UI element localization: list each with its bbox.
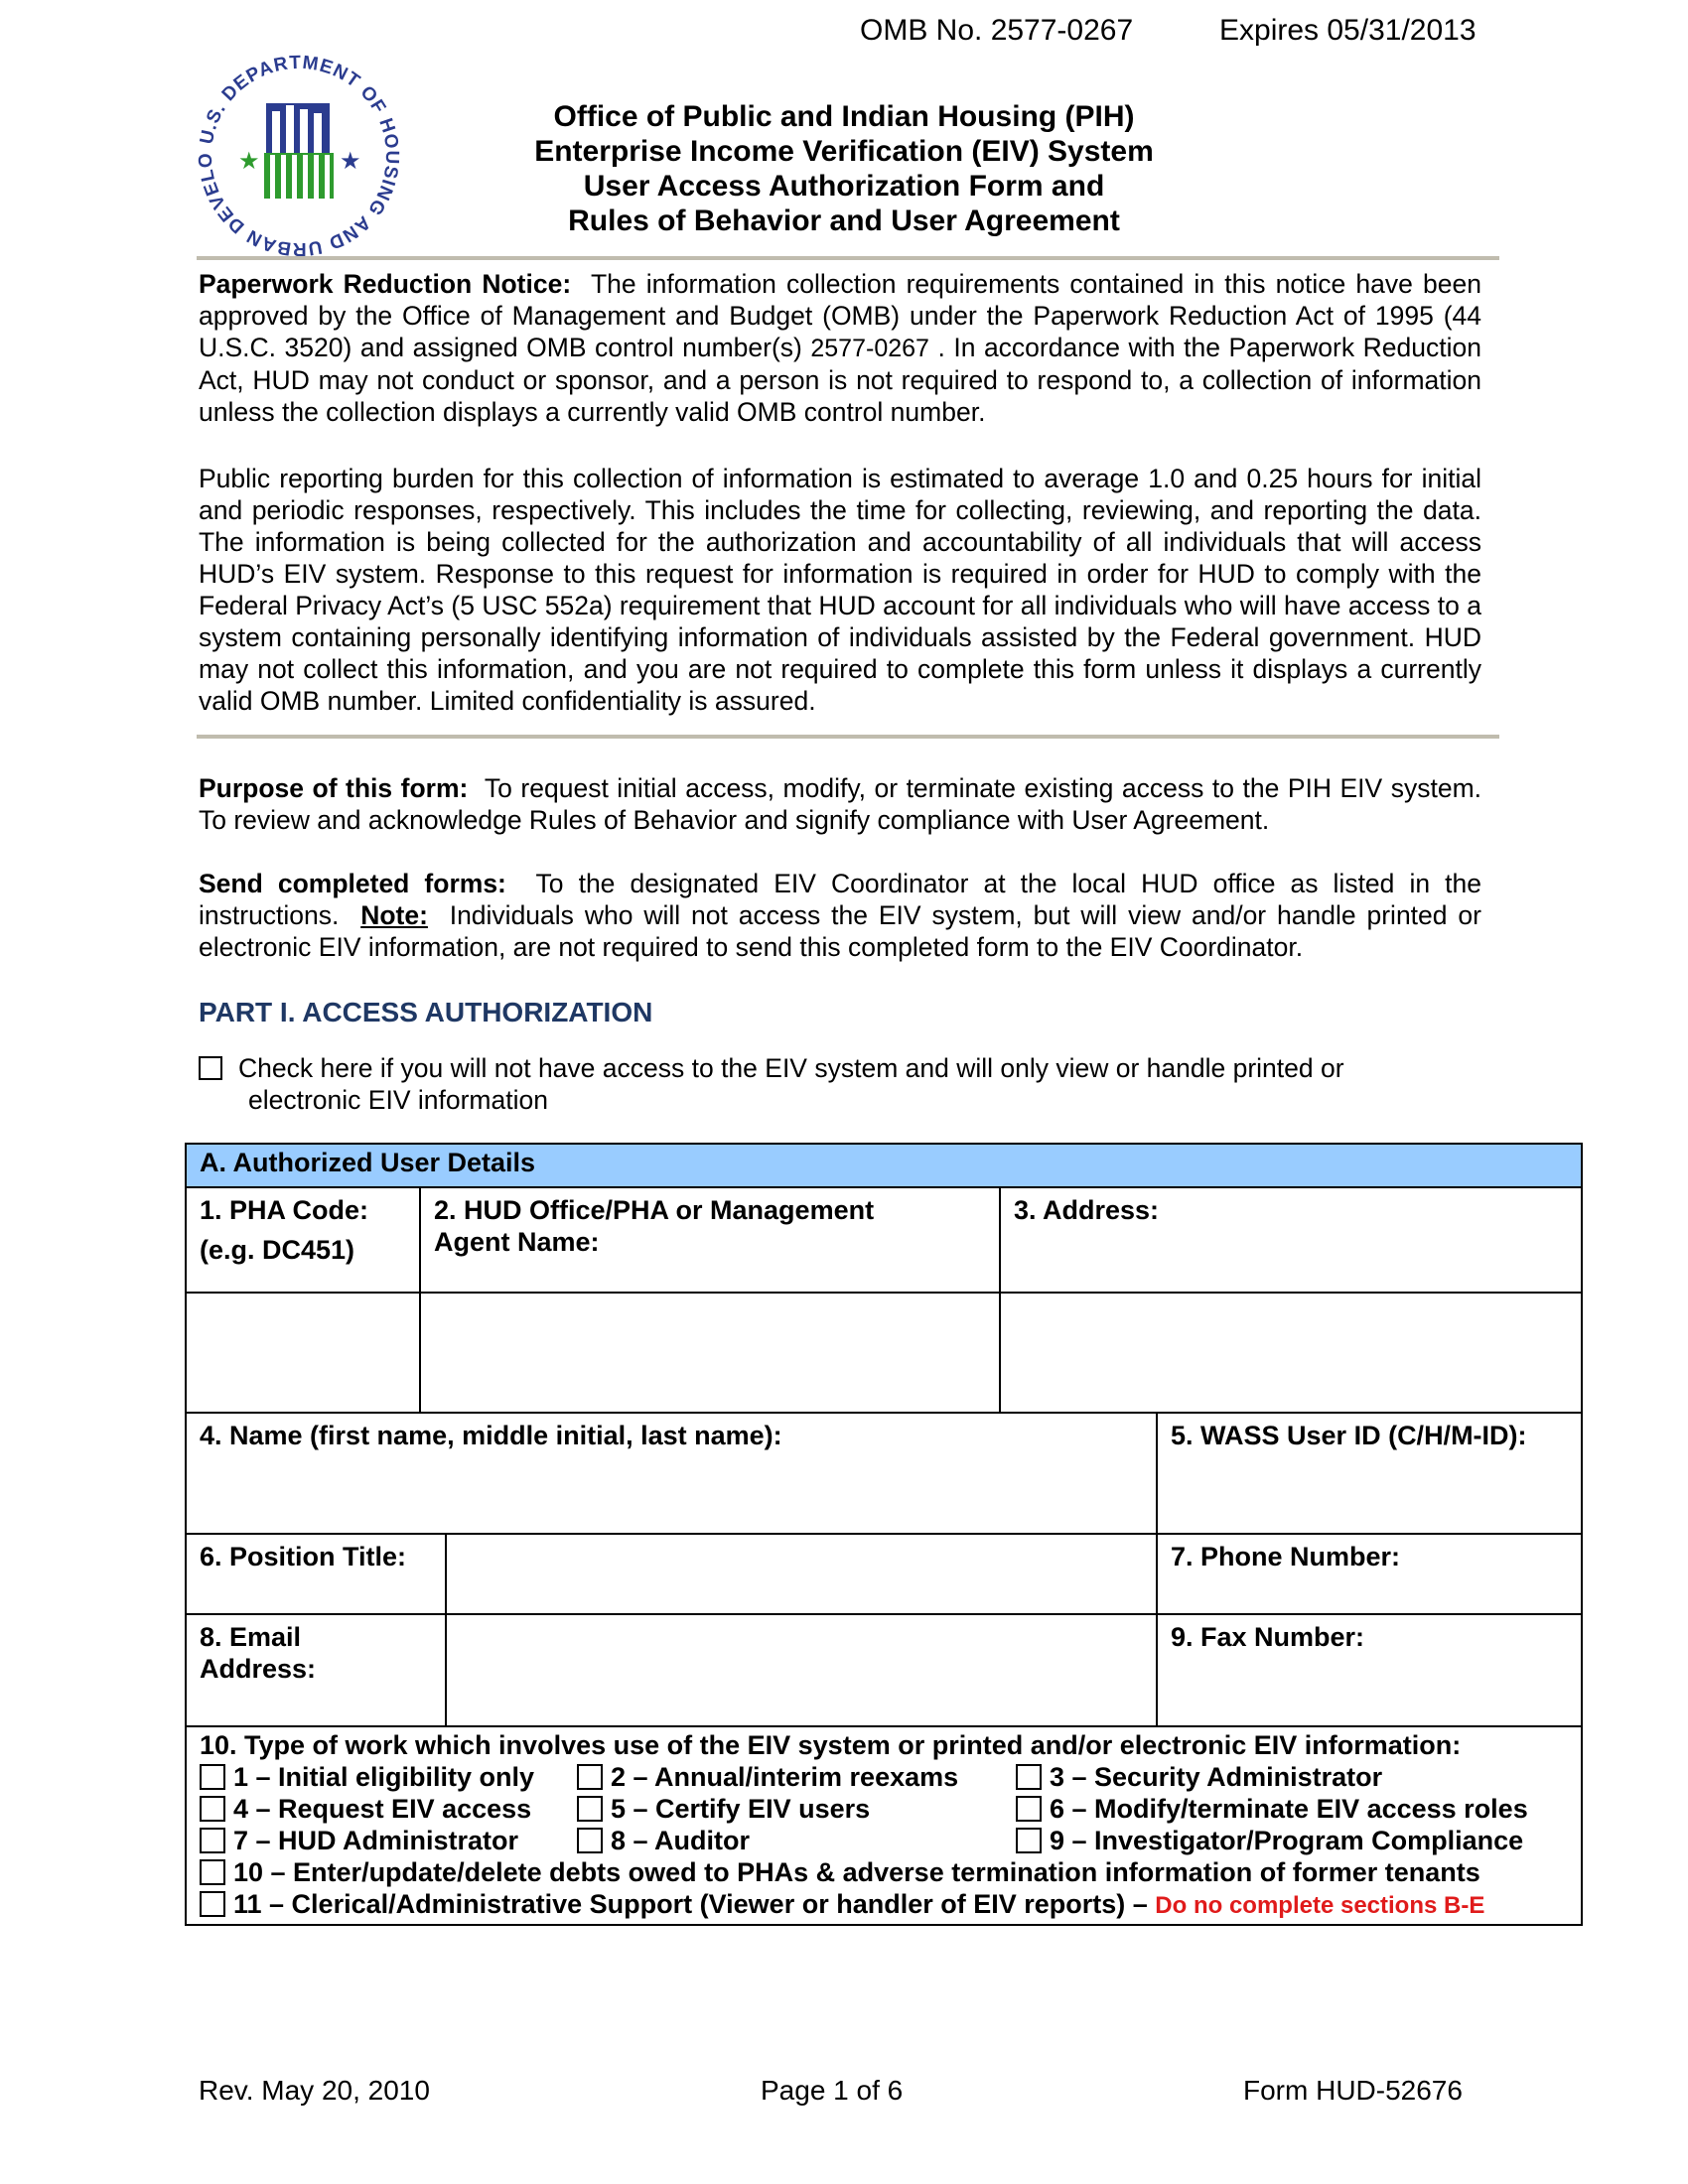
work-row	[200, 1856, 1568, 1888]
authorized-user-details-table	[185, 1143, 1583, 1926]
title-line: Enterprise Income Verification (EIV) System	[534, 135, 1154, 168]
email-label-1: 8. Email	[200, 1622, 302, 1652]
fax-field[interactable]	[1157, 1614, 1582, 1726]
hud-office-title: 2. HUD Office/PHA or Management	[434, 1195, 875, 1225]
email-field[interactable]	[446, 1614, 1157, 1726]
work-option-label: 10 – Enter/update/delete debts owed to PHAs & adverse termination information of former tenants	[233, 1857, 1480, 1887]
name-field[interactable]	[186, 1413, 1157, 1534]
email-label-2: Address:	[200, 1654, 317, 1684]
position-title-field[interactable]	[446, 1534, 1157, 1614]
work-option-5[interactable]	[577, 1793, 1016, 1825]
wass-id-field[interactable]	[1157, 1413, 1582, 1534]
pha-code-label	[186, 1187, 420, 1293]
purpose-statement	[199, 772, 1481, 836]
hud-seal-logo	[187, 44, 411, 268]
paperwork-notice	[199, 268, 1481, 428]
work-option-label: 7 – HUD Administrator	[233, 1826, 519, 1855]
work-option-3[interactable]	[1016, 1761, 1382, 1793]
paperwork-text: The information collection requirements contained in this notice have been approved by the Office of Management and Budget (OMB) under the Paperwork Reduction Act of 1995 (44 U.S.C. 3520) and assigned OMB control number(s)	[199, 269, 1481, 362]
work-checkbox-9[interactable]	[1016, 1828, 1042, 1853]
paperwork-text-b: . In accordance with the Paperwork Reduction Act, HUD may not conduct or sponsor, and a person is not required to respond to, a collection of information unless the collection displays a currently valid OMB control number.	[199, 333, 1481, 427]
work-option-label: 2 – Annual/interim reexams	[611, 1762, 959, 1792]
hud-office-label	[420, 1187, 1000, 1293]
page-number: Page 1 of 6	[761, 2075, 904, 2106]
revision-date: Rev. May 20, 2010	[199, 2075, 430, 2106]
red-warning-note: Do no complete sections B-E	[1155, 1892, 1485, 1919]
view-only-checkbox[interactable]	[199, 1056, 222, 1080]
divider	[197, 735, 1499, 739]
burden-statement: Public reporting burden for this collection of information is estimated to average 1.0 and 0.25 hours for initial and periodic responses, respectively. This includes the time for collecting, reviewing, and reporting the data. The information is being collected for the authorization and accountability of all individuals that will access HUD’s EIV system. Response to this request for information is required in order for HUD to comply with the Federal Privacy Act’s (5 USC 552a) requirement that HUD account for all individuals who will have access to a system containing personally identifying information of individuals assisted by the Federal government. HUD may not collect this information, and you are not required to complete this form unless it displays a currently valid OMB number. Limited confidentiality is assured.	[199, 464, 1481, 716]
work-checkbox-3[interactable]	[1016, 1764, 1042, 1790]
send-text-b: Individuals who will not access the EIV system, but will view and/or handle printed or electronic EIV information, are not required to send this completed form to the EIV Coordinator.	[199, 900, 1481, 962]
work-row	[200, 1825, 1568, 1856]
email-label	[186, 1614, 446, 1726]
work-option-label: 4 – Request EIV access	[233, 1794, 532, 1824]
work-option-label: 9 – Investigator/Program Compliance	[1050, 1826, 1524, 1855]
svg-text:★: ★	[340, 147, 361, 175]
omb-control-number: 2577-0267	[810, 335, 929, 362]
work-option-label: 6 – Modify/terminate EIV access roles	[1050, 1794, 1528, 1824]
purpose-label: Purpose of this form:	[199, 773, 469, 803]
work-checkbox-11[interactable]	[200, 1891, 225, 1917]
send-text: To the designated EIV Coordinator at the local HUD office as listed in the instructions.	[199, 869, 1481, 930]
work-option-label: 11 – Clerical/Administrative Support (Viewer or handler of EIV reports) –	[233, 1889, 1148, 1919]
pha-code-title: 1. PHA Code:	[200, 1195, 369, 1225]
work-checkbox-6[interactable]	[1016, 1796, 1042, 1822]
hud-office-title-2: Agent Name:	[434, 1227, 600, 1257]
work-checkbox-1[interactable]	[200, 1764, 225, 1790]
work-checkbox-7[interactable]	[200, 1828, 225, 1853]
work-option-10[interactable]	[200, 1856, 1480, 1888]
phone-field[interactable]	[1157, 1534, 1582, 1614]
work-option-2[interactable]	[577, 1761, 1016, 1793]
fax-label: 9. Fax Number:	[1171, 1622, 1365, 1652]
work-option-7[interactable]	[200, 1825, 577, 1856]
work-checkbox-5[interactable]	[577, 1796, 603, 1822]
work-option-9[interactable]	[1016, 1825, 1523, 1856]
wass-id-label: 5. WASS User ID (C/H/M-ID):	[1171, 1421, 1527, 1450]
send-instructions	[199, 868, 1481, 963]
omb-number: OMB No. 2577-0267	[860, 14, 1134, 47]
svg-text:★: ★	[238, 147, 260, 175]
work-option-label: 5 – Certify EIV users	[611, 1794, 871, 1824]
hud-office-field[interactable]	[420, 1293, 1000, 1413]
work-checkbox-2[interactable]	[577, 1764, 603, 1790]
form-title	[506, 99, 1182, 238]
view-only-option	[199, 1052, 1344, 1116]
phone-label: 7. Phone Number:	[1171, 1542, 1401, 1571]
pha-code-example: (e.g. DC451)	[200, 1235, 355, 1265]
work-option-11[interactable]	[200, 1888, 1484, 1922]
paperwork-label: Paperwork Reduction Notice:	[199, 269, 572, 299]
part-one-title: PART I. ACCESS AUTHORIZATION	[199, 997, 653, 1027]
work-row	[200, 1761, 1568, 1793]
work-checkbox-8[interactable]	[577, 1828, 603, 1853]
view-only-label: Check here if you will not have access to the EIV system and will only view or handle printed or	[238, 1053, 1344, 1083]
work-type-label: 10. Type of work which involves use of the EIV system or printed and/or electronic EIV information:	[200, 1730, 1462, 1760]
divider	[197, 256, 1499, 260]
work-checkbox-4[interactable]	[200, 1796, 225, 1822]
pha-code-field[interactable]	[186, 1293, 420, 1413]
work-row	[200, 1793, 1568, 1825]
work-option-label: 1 – Initial eligibility only	[233, 1762, 535, 1792]
work-type-section	[186, 1726, 1582, 1925]
svg-text:U.S. DEPARTMENT OF HOUSING AND: U.S. DEPARTMENT OF HOUSING AND URBAN DEVELO	[195, 52, 403, 260]
address-field[interactable]	[1000, 1293, 1582, 1413]
position-title-label: 6. Position Title:	[186, 1534, 446, 1614]
title-line: User Access Authorization Form and	[583, 170, 1105, 203]
title-line: Rules of Behavior and User Agreement	[568, 205, 1120, 237]
send-label: Send completed forms:	[199, 869, 506, 898]
work-option-4[interactable]	[200, 1793, 577, 1825]
title-line: Office of Public and Indian Housing (PIH)	[553, 100, 1135, 133]
work-row	[200, 1888, 1568, 1922]
form-number: Form HUD-52676	[1243, 2075, 1463, 2106]
note-label: Note:	[360, 900, 428, 930]
work-option-8[interactable]	[577, 1825, 1016, 1856]
work-checkbox-10[interactable]	[200, 1859, 225, 1885]
section-a-header: A. Authorized User Details	[186, 1144, 1582, 1187]
work-option-label: 3 – Security Administrator	[1050, 1762, 1383, 1792]
expiration-date: Expires 05/31/2013	[1219, 14, 1477, 47]
address-label: 3. Address:	[1000, 1187, 1582, 1293]
purpose-text: To request initial access, modify, or terminate existing access to the PIH EIV system. To review and acknowledge Rules of Behavior and signify compliance with User Agreement.	[199, 773, 1482, 835]
view-only-label-2: electronic EIV information	[248, 1085, 548, 1115]
work-option-6[interactable]	[1016, 1793, 1528, 1825]
name-label: 4. Name (first name, middle initial, last name):	[200, 1421, 782, 1450]
work-option-1[interactable]	[200, 1761, 577, 1793]
work-option-label: 8 – Auditor	[611, 1826, 751, 1855]
